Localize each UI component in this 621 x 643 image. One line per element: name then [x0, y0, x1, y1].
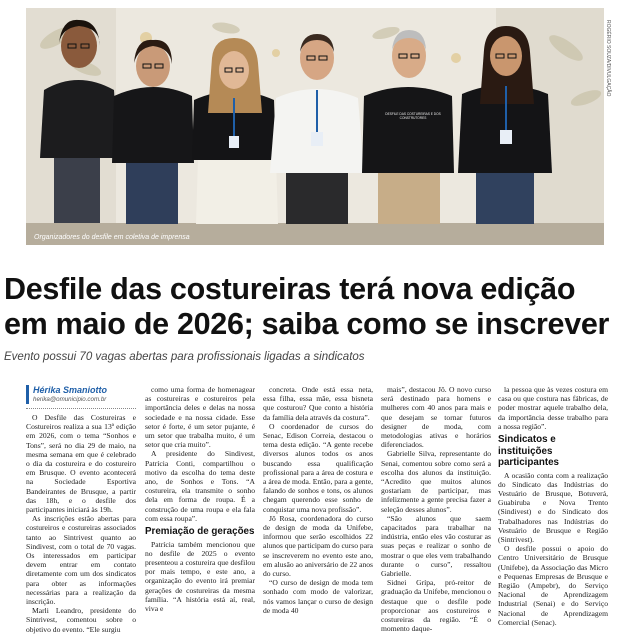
article-column-2: [145, 385, 255, 613]
paragraph: Gabrielle Silva, representante do Senai, comentou sobre como será a escolha dos alunos da instituição. “Acredito que muitos alunos gostariam de participar, mas infelizmente a gente precisa fazer a seleção desses alunos”.: [381, 449, 491, 514]
paragraph: O Desfile das Costureiras e Costureiros realiza a sua 13ª edição em 2026, com o tema “Sonhos e Tons”, será no dia 29 de maio, na mesma semana em que é celebrado o dia da costureira e do costureiro em Brusque. O evento acontecerá na Sociedade Esportiva Bandeirantes de Brusque, a partir das 18h, e o desfile dos participantes iniciará às 19h.: [26, 413, 136, 515]
byline-divider: [26, 408, 136, 409]
headline-line-2: em maio de 2026; saiba como se inscrever: [4, 307, 610, 341]
shirt-text: DESFILE DAS COSTUREIRAS E DOS CONSTRUTORES: [385, 112, 441, 120]
author-email: herika@omunicipio.com.br: [33, 396, 107, 403]
article-column-4: [381, 385, 491, 633]
paragraph: mais”, destacou Jô. O novo curso será destinado para homens e mulheres com 40 anos para mais e que desejam se tornar futuros designer de moda, com metodologias ativas e horários diferenciados.: [381, 385, 491, 450]
paragraph: O coordenador de cursos do Senac, Edison Correia, destacou o tema desta edição. “A gente recebe diversos alunos todos os anos buscando essa qualificação profissional para a área de costura e a área de moda. Então, para a gente, falando de sonhos e tons, os alunos chegam querendo esse sonho de conquistar uma nova profissão”.: [263, 421, 373, 514]
article-column-5: [498, 385, 608, 627]
group-photo: [26, 8, 604, 245]
photo-caption: Organizadores do desfile em coletiva de imprensa: [34, 234, 190, 241]
article-column-3: [263, 385, 373, 615]
headline-line-1: Desfile das costureiras terá nova edição: [4, 272, 576, 306]
paragraph: Jô Rosa, coordenadora do curso de design de moda da Unifebe, informou que serão escolhidos 22 alunos que participam do curso para se inscreverem no evento este ano, em alusão ao aniversário de 22 anos do curso.: [263, 513, 373, 579]
paragraph: concreta. Onde está essa neta, essa filha, essa mãe, essa bisneta que costurou? Que conto a história da família dela através da costura”.: [263, 385, 373, 422]
byline: [26, 385, 136, 404]
paragraph: Sidnei Grípa, pró-reitor de graduação da Unifebe, mencionou o destaque que o desfile pode proporcionar aos costureiros e costureiras da região. “É o momento daque-: [381, 578, 491, 634]
article-column-1: [26, 385, 136, 634]
paragraph: A presidente do Sindivest, Patrícia Conti, compartilhou o motivo da escolha do tema deste ano, de Sonhos e Tons. “A costureira, ela transmite o sonho dela em forma de roupa. É a construção de uma roupa e ela fala com essa roupa”.: [145, 449, 255, 523]
paragraph: la pessoa que às vezes costura em casa ou que costura nas fábricas, de poder mostrar aquele trabalho dela, da importância desse trabalho para a nossa região”.: [498, 385, 608, 431]
photo-credit: ROGÉRIO SOUZA/DIVULGAÇÃO: [605, 20, 611, 97]
paragraph: Patrícia também mencionou que no desfile de 2025 o evento presenteou a costureira que desfilou por mais tempo, e este ano, a organização do evento irá premiar gerações de costureiras da mesma família. “A história está aí, real, viva e: [145, 539, 255, 613]
subheadline: Evento possui 70 vagas abertas para profissionais ligadas a sindicatos: [4, 351, 365, 363]
group-photo-illustration: [26, 8, 604, 245]
paragraph: “O curso de design de moda tem sonhado com modo de valorizar, nós vamos lançar o curso de design de moda 40: [263, 578, 373, 615]
article-body: [26, 385, 606, 640]
paragraph: Marli Leandro, presidente do Sintrivest, comentou sobre o objetivo do evento. “Ele surgiu: [26, 606, 136, 634]
paragraph: “São alunos que saem capacitados para trabalhar na indústria, então eles vão costurar as suas peças e realizar o sonho de mostrar o que eles vem trabalhando durante o curso”, ressaltou Gabrielle.: [381, 513, 491, 579]
paragraph: A ocasião conta com a realização do Sindicato das Indústrias do Vestuário de Brusque, Botuverá, Guabiruba e Nova Trento (Sindivest) e do Sindicato dos Trabalhadores nas Indústrias do Vestuário de Brusque e Região (Sintrivest).: [498, 470, 608, 544]
section-heading-sindicatos: Sindicatos e instituições participantes: [498, 434, 559, 469]
paragraph: O desfile possui o apoio do Centro Universitário de Brusque (Unifebe), da Associação das Micro e Pequenas Empresas de Brusque e Região (Ampebr), do Serviço Nacional de Aprendizagem Industrial (Senai) e do Serviço Nacional de Aprendizagem Comercial (Senac).: [498, 544, 608, 627]
headline: [4, 272, 616, 342]
section-heading-premiacao: Premiação de gerações: [145, 526, 255, 538]
paragraph: As inscrições estão abertas para costureiros e costureiras associados tanto ao Sintrivest quanto ao Sindivest, com o total de 70 vagas. Os interessados em participar devem entrar em contato diretamente com um dos sindicatos para obter as informações necessárias para a realização da inscrição.: [26, 514, 136, 607]
author-name: Hérika Smaniotto: [33, 385, 108, 395]
paragraph: como uma forma de homenagear as costureiras e costureiros pela importância deles e delas na nossa sociedade e na nossa cidade. Esse setor é forte, é um setor pujante, é um setor que trabalha muito, é um setor que cria muito”.: [145, 385, 255, 450]
